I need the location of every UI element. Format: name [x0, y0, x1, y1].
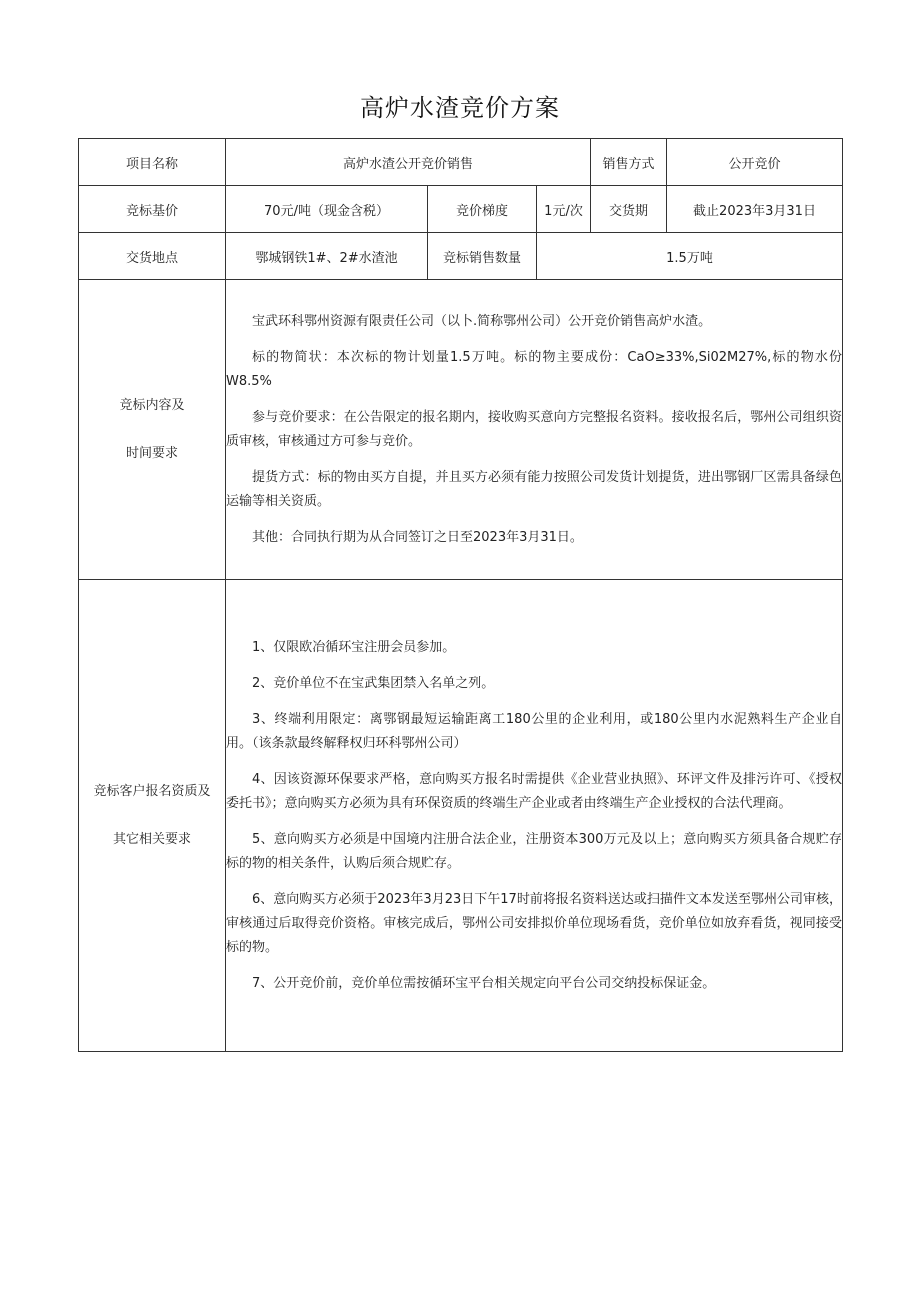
requirement-item: 1、仅限欧冶循环宝注册会员参加。 [252, 639, 456, 655]
qualification-label-line1: 竞标客户报名资质及 [93, 783, 211, 799]
row-content-requirements [79, 280, 843, 580]
content-paragraph: 其他：合同执行期为从合同签订之日至2023年3月31日。 [252, 529, 583, 545]
requirement-item: 4、因该资源环保要求严格，意向购买方报名时需提供《企业营业执照》、环评文件及排污许可、《授权委托书》；意向购买方必须为具有环保资质的终端生产企业或者由终端生产企业授权的合法代理商。 [226, 771, 842, 811]
document-title: 高炉水渣竞价方案 [360, 94, 560, 122]
content-paragraph: 参与竞价要求：在公告限定的报名期内，接收购买意向方完整报名资料。接收报名后，鄂州公司组织资质审核，审核通过方可参与竞价。 [226, 409, 842, 449]
requirement-item: 2、竞价单位不在宝武集团禁入名单之列。 [252, 675, 495, 691]
requirement-item: 6、意向购买方必须于2023年3月23日下午17时前将报名资料送达或扫描件文本发送至鄂州公司审核，审核通过后取得竞价资格。审核完成后，鄂州公司安排拟价单位现场看货，竞价单位如放弃看货，视同接受标的物。 [226, 891, 842, 955]
delivery-period-label: 交货期 [591, 186, 667, 233]
content-paragraph: 标的物简状：本次标的物计划量1.5万吨。标的物主要成份：CaO≥33%,Si02M27%,标的物水份W8.5% [226, 349, 842, 389]
project-name-label: 项目名称 [79, 139, 226, 186]
base-price-value: 70元/吨（现金含税） [226, 186, 428, 233]
requirement-item: 5、意向购买方必须是中国境内注册合法企业，注册资本300万元及以上；意向购买方须具备合规贮存标的物的相关条件，认购后须合规贮存。 [226, 831, 842, 871]
requirement-item: 7、公开竞价前，竞价单位需按循环宝平台相关规定向平台公司交纳投标保证金。 [252, 975, 716, 991]
row-qualification-requirements [79, 580, 843, 1052]
content-requirements-text [226, 280, 843, 580]
delivery-place-label: 交货地点 [79, 233, 226, 280]
content-label-line2: 时间要求 [125, 445, 178, 461]
sale-quantity-value: 1.5万吨 [537, 233, 843, 280]
price-step-value: 1元/次 [537, 186, 591, 233]
content-paragraph: 提货方式：标的物由买方自提，并且买方必须有能力按照公司发货计划提货，进出鄂钢厂区需具备绿色运输等相关资质。 [226, 469, 842, 509]
delivery-period-value: 截止2023年3月31日 [667, 186, 843, 233]
qualification-label [79, 580, 226, 1052]
row-place [79, 233, 843, 280]
qualification-label-line2: 其它相关要求 [112, 831, 191, 847]
sale-quantity-label: 竞标销售数量 [428, 233, 537, 280]
content-label-line1: 竞标内容及 [119, 397, 185, 413]
base-price-label: 竞标基价 [79, 186, 226, 233]
sale-method-value: 公开竞价 [667, 139, 843, 186]
delivery-place-value: 鄂城钢铁1#、2#水渣池 [226, 233, 428, 280]
price-step-label: 竞价梯度 [428, 186, 537, 233]
bidding-form-table [78, 138, 843, 1052]
content-paragraph: 宝武环科鄂州资源有限责任公司（以卜.简称鄂州公司）公开竞价销售高炉水渣。 [252, 313, 712, 329]
project-name-value: 高炉水渣公开竞价销售 [226, 139, 591, 186]
content-requirements-label [79, 280, 226, 580]
qualification-requirements-text [226, 580, 843, 1052]
row-project [79, 139, 843, 186]
sale-method-label: 销售方式 [591, 139, 667, 186]
row-price [79, 186, 843, 233]
requirement-item: 3、终端利用限定：离鄂钢最短运输距离工180公里的企业利用，或180公里内水泥熟料生产企业自用。（该条款最终解释权归环科鄂州公司） [226, 711, 842, 751]
